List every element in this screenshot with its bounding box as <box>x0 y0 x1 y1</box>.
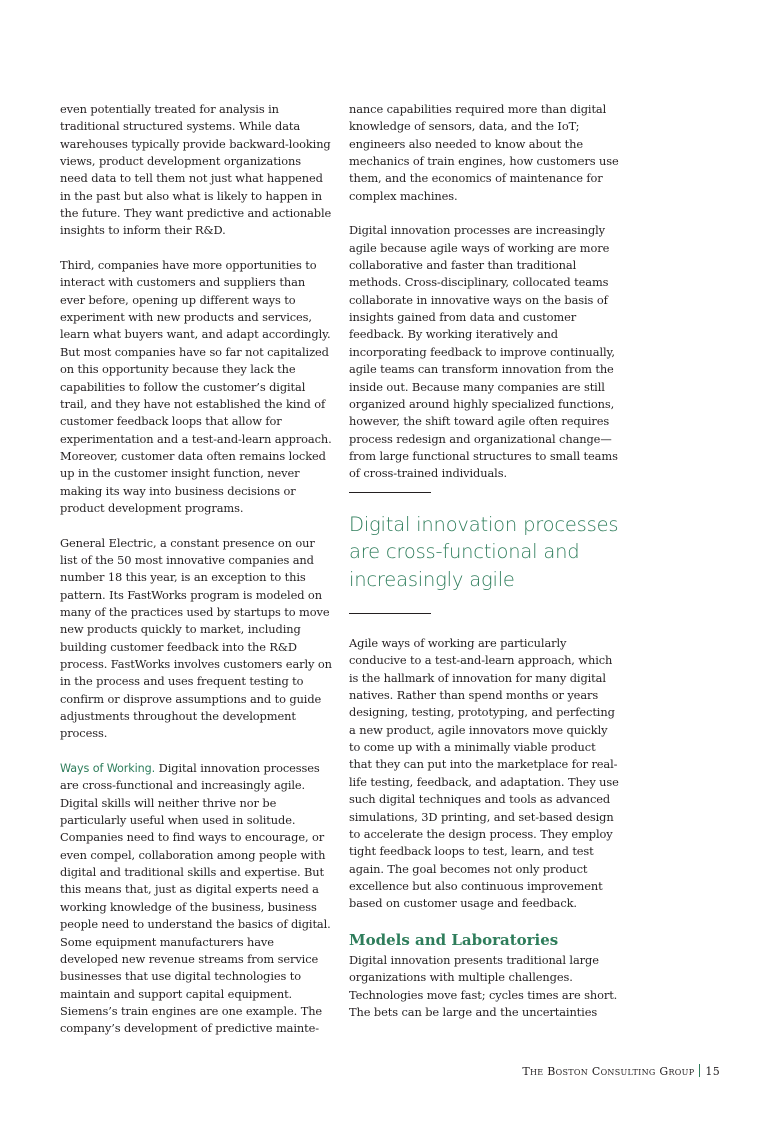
page-number: 15 <box>705 1065 720 1078</box>
page-footer <box>522 1064 720 1078</box>
run-in-heading: Ways of Working. <box>60 762 156 776</box>
paragraph-text: Digital innovation processes are cross-functional and increasingly agile. Digital skills will neither thrive nor be particularly useful when used in solitude. Companies need to find ways to encourage, or even compel, collaboration among people with digital and traditional skills and expertise. But this means that, just as digital experts need a working knowledge of the business, business people need to understand the basics of digital. Some equipment manufacturers have developed new revenue streams from service businesses that use digital technologies to maintain and support capital equipment. Siemens’s train engines are one example. The company’s development of predictive mainte- <box>60 761 331 1036</box>
pull-quote-bottom-rule <box>349 613 431 614</box>
publisher-name: The Boston Consulting Group <box>522 1065 695 1078</box>
body-paragraph: Digital innovation processes are increasingly agile because agile ways of working are more collaborative and faster than traditional methods. Cross-disciplinary, collocated teams collaborate in innovative ways on the basis of insights gained from data and customer feedback. By working iteratively and incorporating feedback to improve continually, agile teams can transform innovation from the inside out. Because many companies are still organized around highly specialized functions, however, the shift toward agile often requires process redesign and organizational change—from large functional structures to small teams of cross-trained individuals. <box>349 223 618 481</box>
body-paragraph: General Electric, a constant presence on our list of the 50 most innovative companies and number 18 this year, is an exception to this pattern. Its FastWorks program is modeled on many of the practices used by startups to move new products quickly to market, including building customer feedback into the R&D process. FastWorks involves customers early on in the process and uses frequent testing to confirm or disprove assumptions and to guide adjustments throughout the development process. <box>60 535 332 741</box>
right-column <box>349 101 621 1039</box>
body-paragraph: Agile ways of working are particularly conducive to a test-and-learn approach, which is the hallmark of innovation for many digital natives. Rather than spend months or years designing, testing, prototyping, and perfecting a new product, agile innovators move quickly to come up with a minimally viable product that they can put into the marketplace for real-life testing, feedback, and adaptation. They use such digital techniques and tools as advanced simulations, 3D printing, and set-based design to accelerate the design process. They employ tight feedback loops to test, learn, and test again. The goal becomes not only product excellence but also continuous improvement based on customer usage and feedback. <box>349 636 619 911</box>
body-paragraph: even potentially treated for analysis in traditional structured systems. While data warehouses typically provide backward-looking views, product development organizations need data to tell them not just what happened in the past but also what is likely to happen in the future. They want predictive and actionable insights to inform their R&D. <box>60 102 332 238</box>
body-paragraph-ways-of-working <box>60 760 332 1038</box>
left-column <box>60 101 332 1055</box>
footer-divider <box>699 1064 700 1077</box>
body-paragraph: Third, companies have more opportunities to interact with customers and suppliers than ever before, opening up different ways to experiment with new products and services, learn what buyers want, and adapt accordingly. But most companies have so far not capitalized on this opportunity because they lack the capabilities to follow the customer’s digital trail, and they have not established the kind of customer feedback loops that allow for experimentation and a test-and-learn approach. Moreover, customer data often remains locked up in the customer insight function, never making its way into business decisions or product development programs. <box>60 258 332 515</box>
pull-quote: Digital innovation processes are cross-functional and increasingly agile <box>349 512 619 591</box>
body-paragraph: nance capabilities required more than digital knowledge of sensors, data, and the IoT; engineers also needed to know about the mechanics of train engines, how customers use them, and the economics of maintenance for complex machines. <box>349 102 619 203</box>
body-paragraph: Digital innovation presents traditional large organizations with multiple challenges. Technologies move fast; cycles times are short. The bets can be large and the uncertainties <box>349 952 618 1019</box>
section-heading: Models and Laboratories <box>349 930 559 949</box>
pull-quote-top-rule <box>349 492 431 493</box>
